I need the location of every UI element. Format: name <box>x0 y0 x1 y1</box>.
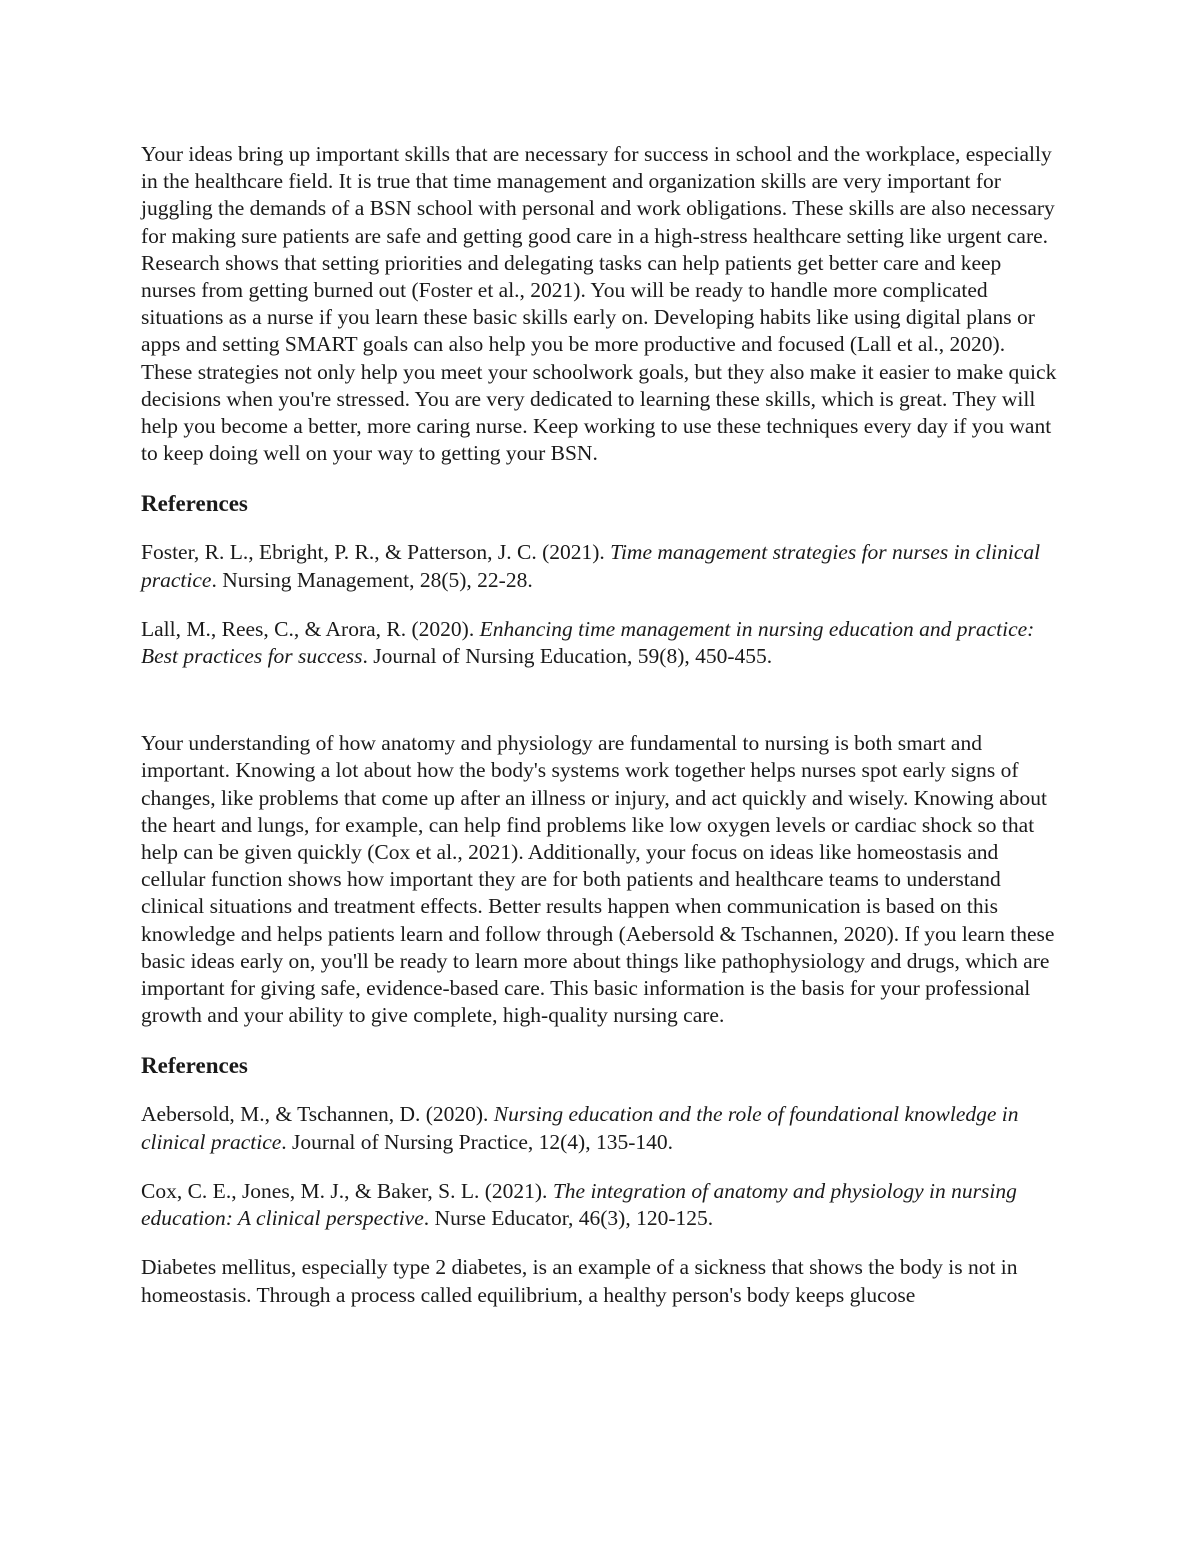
reference-title: Time management strategies for nurses in clinical practice <box>141 540 1041 592</box>
reference-entry <box>141 616 1061 670</box>
document-page <box>141 141 1061 1309</box>
body-paragraph-2: Your understanding of how anatomy and physiology are fundamental to nursing is both smart and important. Knowing a lot about how the body's systems work together helps nurses spot early signs of changes, like problems that come up after an illness or injury, and act quickly and wisely. Knowing about the heart and lungs, for example, can help find problems like low oxygen levels or cardiac shock so that help can be given quickly (Cox et al., 2021). Additionally, your focus on ideas like homeostasis and cellular function shows how important they are for both patients and healthcare teams to understand clinical situations and treatment effects. Better results happen when communication is based on this knowledge and helps patients learn and follow through (Aebersold & Tschannen, 2020). If you learn these basic ideas early on, you'll be ready to learn more about things like pathophysiology and drugs, which are important for giving safe, evidence-based care. This basic information is the basis for your professional growth and your ability to give complete, high-quality nursing care. <box>141 731 1055 1028</box>
reference-authors: Aebersold, M., & Tschannen, D. (2020). <box>141 1102 494 1127</box>
body-paragraph-1: Your ideas bring up important skills that are necessary for success in school and the workplace, especially in the healthcare field. It is true that time management and organization skills are very important for juggling the demands of a BSN school with personal and work obligations. These skills are also necessary for making sure patients are safe and getting good care in a high-stress healthcare setting like urgent care. Research shows that setting priorities and delegating tasks can help patients get better care and keep nurses from getting burned out (Foster et al., 2021). You will be ready to handle more complicated situations as a nurse if you learn these basic skills early on. Developing habits like using digital plans or apps and setting SMART goals can also help you be more productive and focused (Lall et al., 2020). These strategies not only help you meet your schoolwork goals, but they also make it easier to make quick decisions when you're stressed. You are very dedicated to learning these skills, which is great. They will help you become a better, more caring nurse. Keep working to use these techniques every day if you want to keep doing well on your way to getting your BSN. <box>141 142 1057 466</box>
reference-authors: Lall, M., Rees, C., & Arora, R. (2020). <box>141 616 480 641</box>
references-heading-1: References <box>141 491 248 517</box>
references-heading-2: References <box>141 1053 248 1079</box>
reference-title: Nursing education and the role of foundational knowledge in clinical practice <box>141 1102 1019 1154</box>
reference-source: . Journal of Nursing Practice, 12(4), 135-140. <box>281 1129 673 1154</box>
reference-authors: Cox, C. E., Jones, M. J., & Baker, S. L. (2021). <box>141 1178 553 1203</box>
reference-source: . Journal of Nursing Education, 59(8), 450-455. <box>362 644 773 669</box>
reference-title: The integration of anatomy and physiology in nursing education: A clinical perspective <box>141 1178 1017 1231</box>
reference-authors: Foster, R. L., Ebright, P. R., & Patterson, J. C. (2021). <box>141 540 611 565</box>
reference-source: . Nurse Educator, 46(3), 120-125. <box>423 1206 714 1231</box>
reference-entry <box>141 1101 1061 1155</box>
reference-source: . Nursing Management, 28(5), 22-28. <box>211 567 533 592</box>
reference-entry <box>141 539 1061 593</box>
reference-title: Enhancing time management in nursing education and practice: Best practices for success <box>141 616 1035 669</box>
body-paragraph-3: Diabetes mellitus, especially type 2 diabetes, is an example of a sickness that shows the body is not in homeostasis. Through a process called equilibrium, a healthy person's body keeps glucose <box>141 1255 1018 1307</box>
reference-entry <box>141 1178 1061 1232</box>
